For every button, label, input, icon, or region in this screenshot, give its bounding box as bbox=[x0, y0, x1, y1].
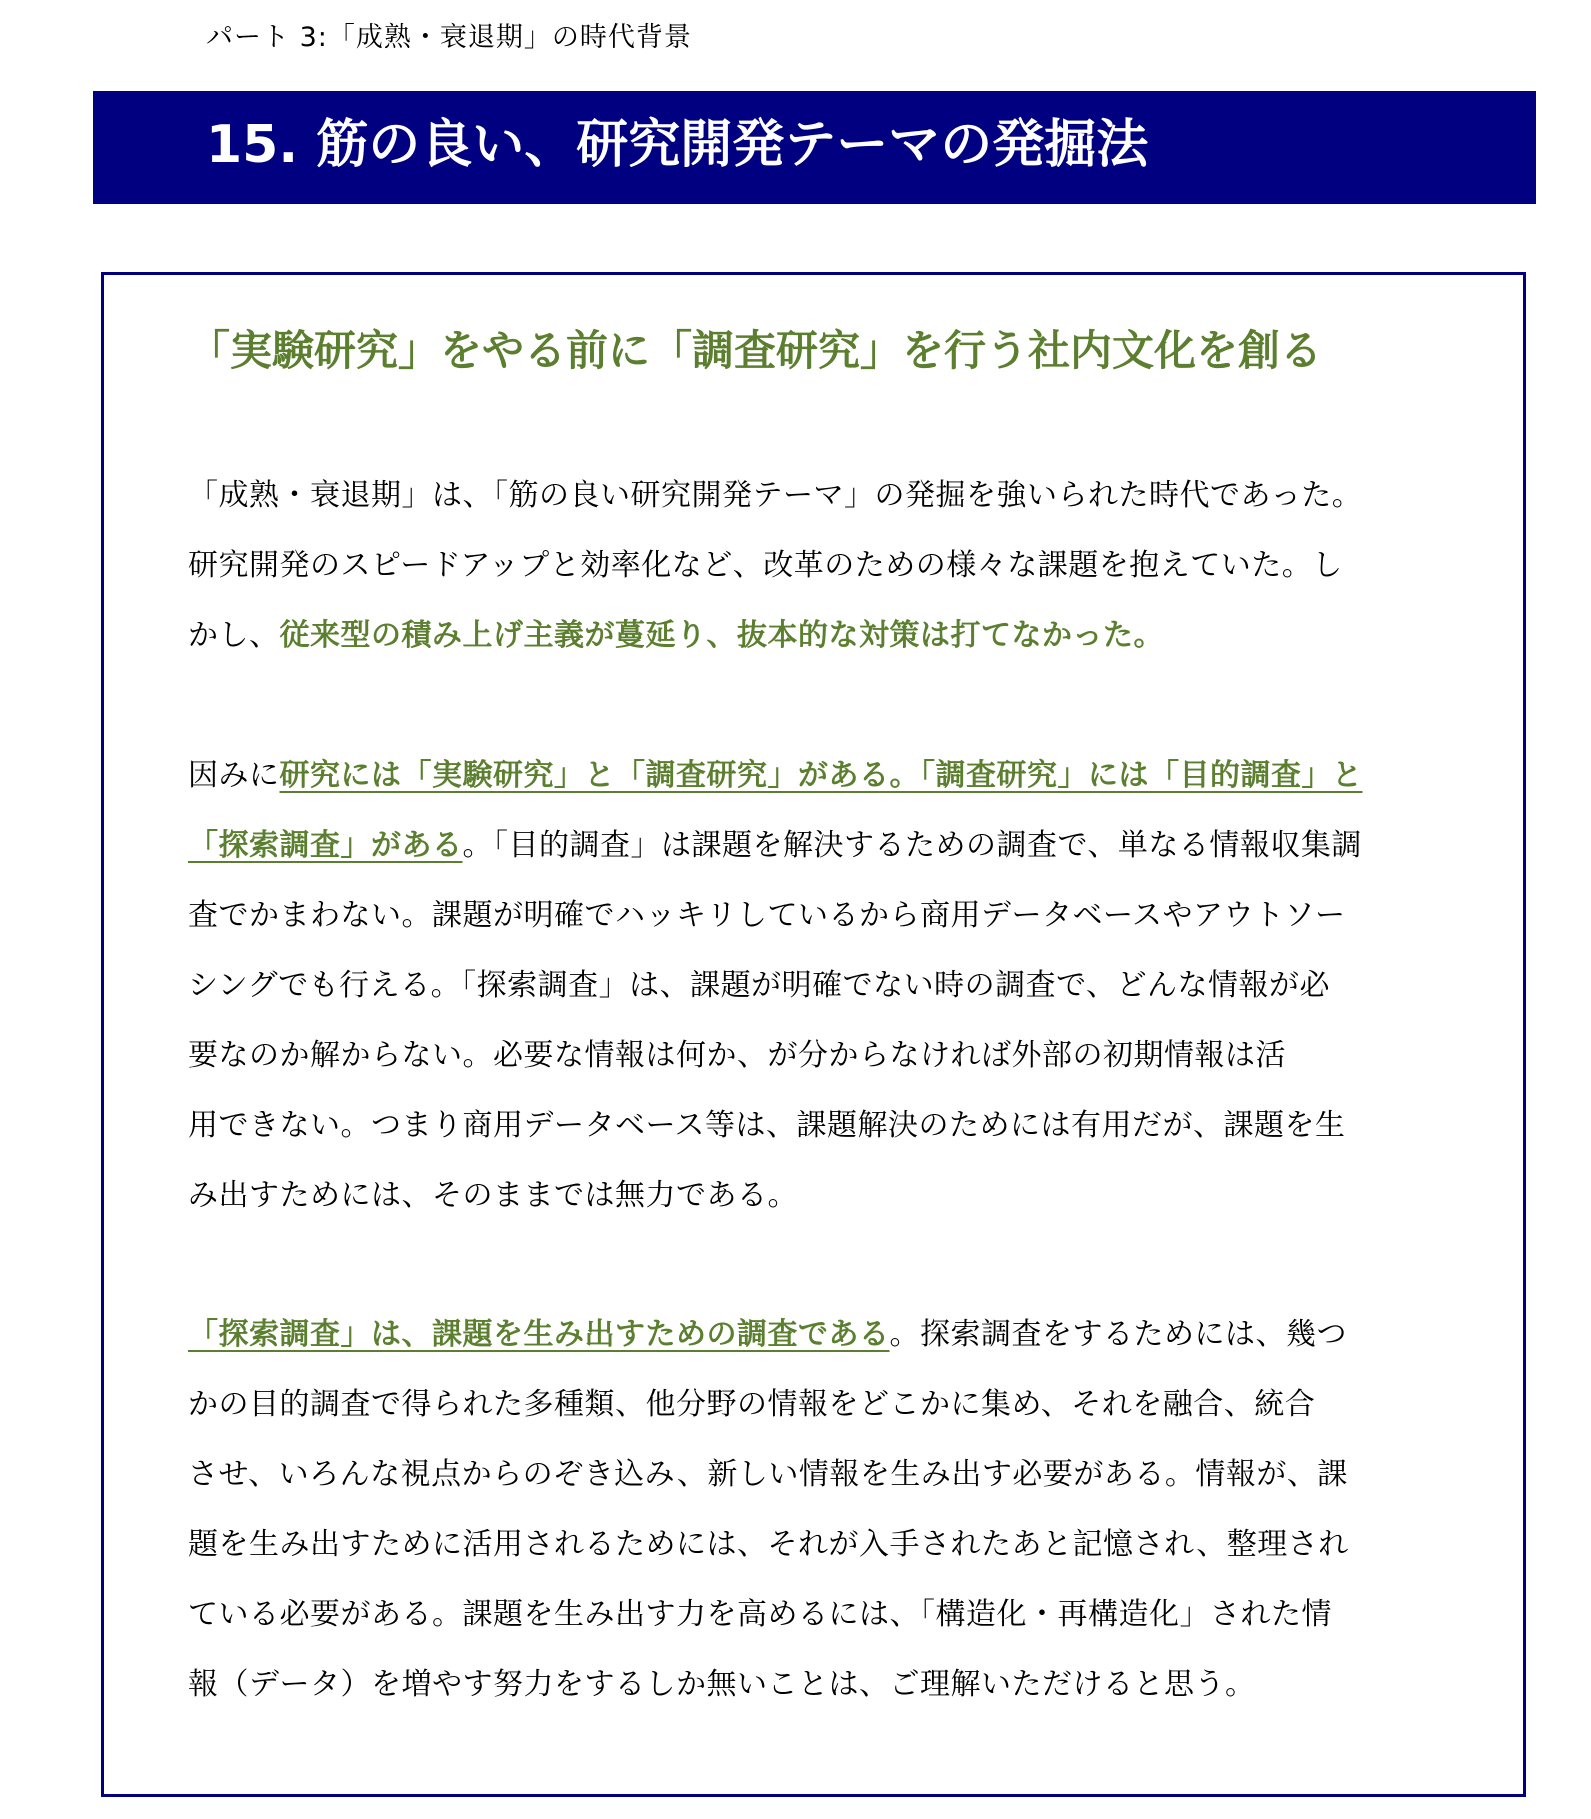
p3-line-3: させ、いろんな視点からのぞき込み、新しい情報を生み出す必要がある。情報が、課 bbox=[188, 1457, 1348, 1492]
p1-highlight: 従来型の積み上げ主義が蔓延り、抜本的な対策は打てなかった。 bbox=[279, 618, 1164, 653]
p3-line-1 bbox=[188, 1300, 1428, 1370]
section-heading: 「実験研究」をやる前に「調査研究」を行う社内文化を創る bbox=[188, 326, 1323, 375]
p2-line-4: シングでも行える。「探索調査」は、課題が明確でない時の調査で、どんな情報が必 bbox=[188, 968, 1331, 1003]
p3-line-1-text: 。探索調査をするためには、幾つ bbox=[889, 1317, 1347, 1352]
p2-highlight-1: 研究には「実験研究」と「調査研究」がある。「調査研究」には「目的調査」と bbox=[279, 758, 1363, 793]
p3-line-4: 題を生み出すために活用されるためには、それが入手されたあと記憶され、整理され bbox=[188, 1527, 1349, 1562]
p2-line-2-text: 。「目的調査」は課題を解決するための調査で、単なる情報収集調 bbox=[462, 828, 1362, 863]
p3-line-2: かの目的調査で得られた多種類、他分野の情報をどこかに集め、それを融合、統合 bbox=[188, 1387, 1316, 1422]
p1-line-2: 研究開発のスピードアップと効率化など、改革のための様々な課題を抱えていた。し bbox=[188, 548, 1343, 583]
part-label: パート 3:「成熟・衰退期」の時代背景 bbox=[206, 22, 692, 53]
p1-line-3-text: かし、 bbox=[188, 618, 280, 653]
p2-line-6: 用できない。つまり商用データベース等は、課題解決のためには有用だが、課題を生 bbox=[188, 1108, 1346, 1143]
p3-highlight: 「探索調査」は、課題を生み出すための調査である bbox=[188, 1317, 890, 1352]
p2-line-1 bbox=[188, 741, 1428, 811]
paragraph-2 bbox=[188, 741, 1428, 1231]
paragraph-3 bbox=[188, 1300, 1428, 1720]
p2-line-1-text: 因みに bbox=[188, 758, 280, 793]
page-title: 15. 筋の良い、研究開発テーマの発掘法 bbox=[206, 115, 1149, 175]
p2-line-3: 査でかまわない。課題が明確でハッキリしているから商用データベースやアウトソー bbox=[188, 898, 1346, 933]
p3-line-5: ている必要がある。課題を生み出す力を高めるには、「構造化・再構造化」された情 bbox=[188, 1597, 1332, 1632]
title-bar bbox=[93, 91, 1536, 204]
content-box bbox=[101, 272, 1526, 1797]
p3-line-6: 報（データ）を増やす努力をするしか無いことは、ご理解いただけると思う。 bbox=[188, 1667, 1256, 1702]
p1-line-1: 「成熟・衰退期」は、「筋の良い研究開発テーマ」の発掘を強いられた時代であった。 bbox=[188, 478, 1363, 513]
paragraph-1 bbox=[188, 461, 1428, 671]
p2-line-5: 要なのか解からない。必要な情報は何か、が分からなければ外部の初期情報は活 bbox=[188, 1038, 1286, 1073]
p2-line-7: み出すためには、そのままでは無力である。 bbox=[188, 1178, 798, 1213]
p2-highlight-2: 「探索調査」がある bbox=[188, 828, 463, 863]
p1-line-3 bbox=[188, 601, 1428, 671]
p2-line-2 bbox=[188, 811, 1428, 881]
